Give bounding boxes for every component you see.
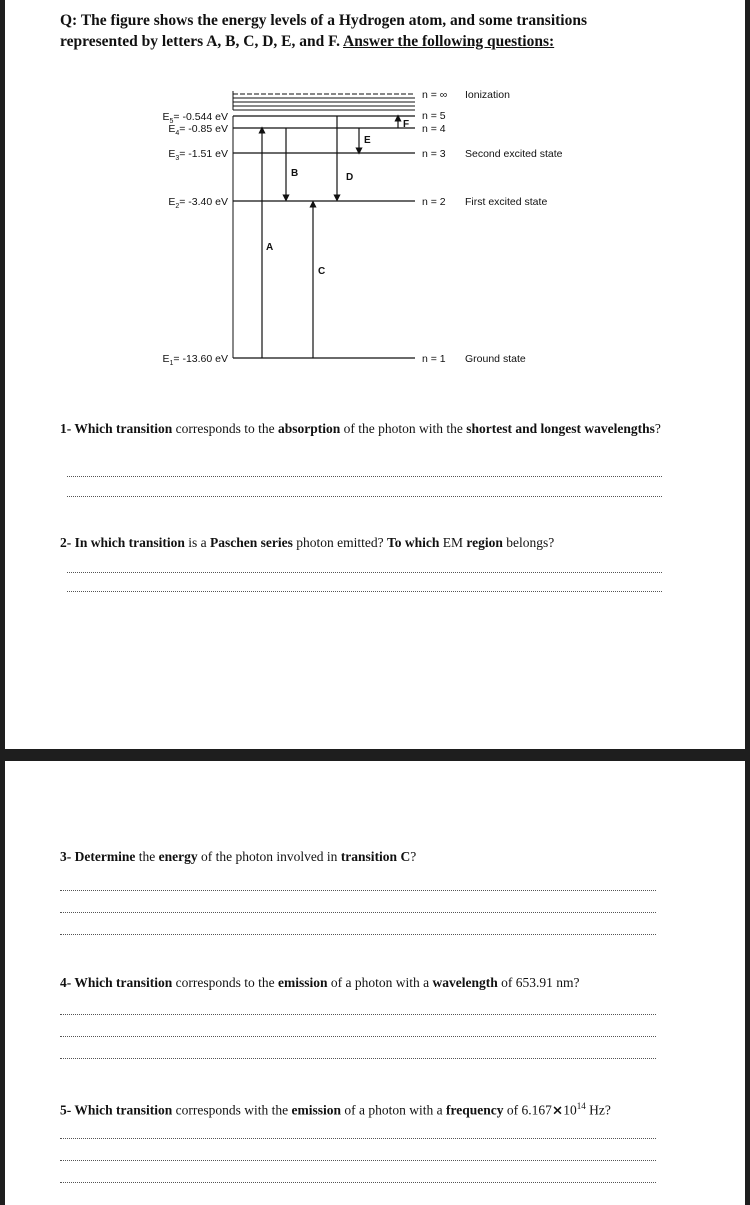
transition-label-a: A: [266, 242, 274, 253]
question-1-text: of the photon with the: [340, 421, 467, 436]
times-symbol: ×: [551, 1102, 564, 1119]
state-label-second-excited: Second excited state: [465, 148, 563, 160]
header-line-2-prefix: represented by letters A, B, C, D, E, and F.: [60, 33, 344, 50]
question-4-number: 4-: [60, 975, 75, 990]
question-5-number: 5-: [60, 1102, 75, 1118]
question-2-bold: To which: [387, 535, 440, 550]
header-line-1: Q: The figure shows the energy levels of a Hydrogen atom, and some transitions: [60, 12, 587, 29]
question-4-bold: wavelength: [432, 975, 498, 990]
question-1: [60, 420, 680, 438]
transition-label-b: B: [291, 168, 299, 179]
energy-label-n1: $E_1= -13.60$ eV: [162, 353, 228, 367]
question-4-text: corresponds to the: [172, 975, 279, 990]
question-5-text: of a photon with a: [341, 1102, 447, 1118]
transition-label-c: C: [318, 266, 326, 277]
state-label-ionization: Ionization: [465, 89, 510, 101]
question-3-bold: energy: [158, 849, 198, 864]
header-instruction: Answer the following questions:: [343, 33, 555, 50]
answer-line[interactable]: [60, 1182, 656, 1183]
answer-line[interactable]: [60, 934, 656, 935]
transition-label-d: D: [346, 172, 354, 183]
answer-line[interactable]: [60, 1014, 656, 1015]
question-5-text: corresponds with the: [172, 1102, 292, 1118]
header-line-2: [60, 31, 680, 52]
question-3-bold: transition C: [340, 849, 411, 864]
answer-line[interactable]: [67, 496, 662, 497]
question-4-bold: Which transition: [74, 975, 173, 990]
question-2-text: EM: [439, 535, 467, 550]
answer-line[interactable]: [60, 1160, 656, 1161]
question-1-text: corresponds to the: [172, 421, 279, 436]
question-3: [60, 848, 680, 866]
question-2-bold: In which transition: [74, 535, 185, 550]
question-2-bold: Paschen series: [210, 535, 293, 550]
question-2-text: photon emitted?: [292, 535, 387, 550]
question-1-text: ?: [654, 421, 661, 436]
question-3-text: ?: [410, 849, 417, 864]
question-2-text: is a: [184, 535, 211, 550]
n-label-3: n = 3: [422, 148, 446, 160]
answer-line[interactable]: [60, 1138, 656, 1139]
transition-label-e: E: [364, 135, 371, 146]
question-1-bold: shortest and longest wavelengths: [466, 421, 655, 436]
answer-line[interactable]: [60, 912, 656, 913]
answer-line[interactable]: [67, 572, 662, 573]
question-2: [60, 534, 680, 552]
transition-label-f: F: [403, 119, 410, 130]
n-label-5: n = 5: [422, 110, 446, 122]
n-label-inf: n = ∞: [422, 89, 448, 101]
question-5-text: 10: [563, 1102, 577, 1118]
question-1-bold: absorption: [278, 421, 341, 436]
question-5-bold: emission: [291, 1102, 342, 1118]
question-3-text: the: [135, 849, 159, 864]
energy-label-n4: $E_4= -0.85$ eV: [168, 123, 228, 137]
n-label-2: n = 2: [422, 196, 446, 208]
n-label-1: n = 1: [422, 353, 446, 365]
question-4: [60, 974, 680, 992]
question-1-number: 1-: [60, 421, 75, 436]
question-4-bold: emission: [278, 975, 328, 990]
question-2-number: 2-: [60, 535, 75, 550]
energy-label-n3: $E_3= -1.51$ eV: [168, 148, 228, 162]
question-1-bold: Which transition: [74, 421, 173, 436]
answer-line[interactable]: [67, 476, 662, 477]
question-4-text: of a photon with a: [327, 975, 433, 990]
state-label-first-excited: First excited state: [465, 196, 548, 208]
question-5: [60, 1097, 680, 1120]
exponent: 14: [576, 1101, 586, 1111]
question-5-text: Hz?: [585, 1102, 611, 1118]
question-header: [60, 10, 680, 52]
state-label-ground: Ground state: [465, 353, 526, 365]
n-label-4: n = 4: [422, 123, 446, 135]
question-5-bold: Which transition: [74, 1102, 173, 1118]
answer-line[interactable]: [60, 1058, 656, 1059]
question-3-number: 3-: [60, 849, 75, 864]
page-divider: [0, 749, 750, 761]
energy-label-n2: $E_2= -3.40$ eV: [168, 196, 228, 210]
energy-label-n5: $E_5= -0.544$ eV: [162, 111, 228, 125]
answer-line[interactable]: [60, 890, 656, 891]
energy-level-diagram: [0, 80, 750, 380]
question-5-bold: frequency: [446, 1102, 504, 1118]
question-5-text: of 6.167: [503, 1102, 552, 1118]
question-2-text: belongs?: [502, 535, 555, 550]
question-3-bold: Determine: [74, 849, 136, 864]
question-4-text: of 653.91 nm?: [497, 975, 580, 990]
answer-line[interactable]: [67, 591, 662, 592]
question-2-bold: region: [466, 535, 503, 550]
question-3-text: of the photon involved in: [197, 849, 341, 864]
answer-line[interactable]: [60, 1036, 656, 1037]
